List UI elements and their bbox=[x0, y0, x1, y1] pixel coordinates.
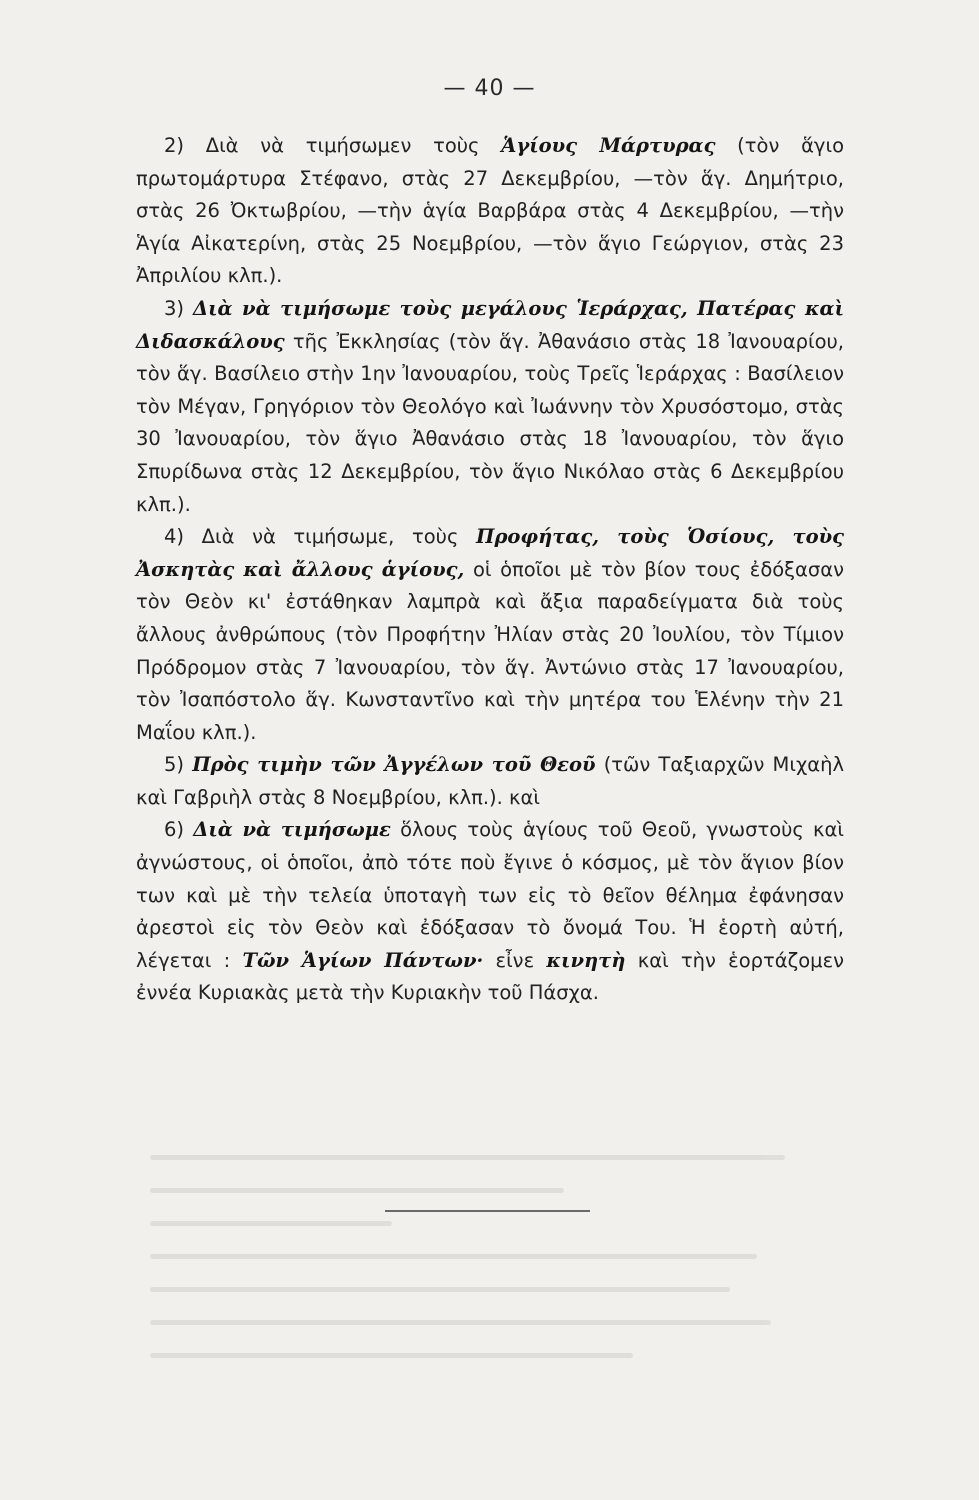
paragraph bbox=[136, 130, 844, 293]
text-run: 4) Διὰ νὰ τιμήσωμε, τοὺς bbox=[164, 525, 477, 549]
paragraph bbox=[136, 814, 844, 1010]
text-run: τῆς Ἐκκλησίας (τὸν ἅγ. Ἀθανάσιο στὰς 18 Ἰανουαρίου, τὸν ἅγ. Βασίλειο στὴν 1ην Ἰανουαρίου, τοὺς Τρεῖς Ἱεράρχας : Βασίλειον τὸν Μέγαν, Γρηγόριον τὸν Θεολόγο καὶ Ἰωάννην τὸν Χρυσόστομο, στὰς 30 Ἰανουαρίου, τὸν ἅγιο Ἀθανάσιο στὰς 18 Ἰανουαρίου, τὸν ἅγιο Σπυρίδωνα στὰς 12 Δεκεμβρίου, τὸν ἅγιο Νικόλαο στὰς 6 Δεκεμβρίου κλπ.). bbox=[136, 329, 844, 516]
emphasized-text: Πρὸς τιμὴν τῶν Ἀγγέλων τοῦ Θεοῦ bbox=[192, 753, 596, 777]
text-run: (τὸν ἅγιο πρωτομάρτυρα Στέφανο, στὰς 27 Δεκεμβρίου, —τὸν ἅγ. Δημήτριο, στὰς 26 Ὀκτωβρίου, —τὴν ἁγία Βαρβάρα στὰς 4 Δεκεμβρίου, —τὴν Ἁγία Αἰκατερίνη, στὰς 25 Νοεμβρίου, —τὸν ἅγιο Γεώργιον, στὰς 23 Ἀπριλίου κλπ.). bbox=[136, 134, 844, 288]
text-run: καὶ τὴν ἑορτάζομεν ἐννέα Κυριακὰς μετὰ τὴν Κυριακὴν τοῦ Πάσχα. bbox=[136, 948, 845, 1005]
text-run: ὅλους τοὺς ἁγίους τοῦ Θεοῦ, γνωστοὺς καὶ ἀγνώστους, οἱ ὁποῖοι, ἀπὸ τότε ποὺ ἔγινε ὁ κόσμος, μὲ τὸν ἅγιον βίον των καὶ μὲ τὴν τελεία ὑποταγὴ των εἰς τὸ θεῖον θέλημα ἐφάνησαν ἀρεστοὶ εἰς τὸν Θεὸν καὶ ἐδόξασαν τὸ ὄνομά Του. Ἡ ἑορτὴ αὐτή, λέγεται : bbox=[136, 818, 844, 972]
text-run: 6) bbox=[164, 818, 194, 842]
section-divider bbox=[385, 1210, 590, 1212]
text-run: εἶνε bbox=[483, 948, 547, 972]
text-run: (τῶν Ταξιαρχῶν Μιχαὴλ καὶ Γαβριὴλ στὰς 8 Νοεμβρίου, κλπ.). καὶ bbox=[136, 753, 844, 809]
text-run: 2) Διὰ νὰ τιμήσωμεν τοὺς bbox=[164, 134, 502, 157]
paragraph bbox=[136, 293, 844, 521]
emphasized-text: Τῶν Ἁγίων Πάντων· bbox=[242, 948, 484, 972]
emphasized-text: Διὰ νὰ τιμήσωμε τοὺς μεγάλους Ἱεράρχας, Πατέρας καὶ Διδασκάλους bbox=[136, 296, 844, 353]
text-run: οἱ ὁποῖοι μὲ τὸν βίον τους ἐδόξασαν τὸν Θεὸν κι' ἐστάθηκαν λαμπρὰ καὶ ἄξια παραδείγματα διὰ τοὺς ἄλλους ἀνθρώπους (τὸν Προφήτην Ἠλίαν στὰς 20 Ἰουλίου, τὸν Τίμιον Πρόδρομον στὰς 7 Ἰανουαρίου, τὸν ἅγ. Ἀντώνιο στὰς 17 Ἰανουαρίου, τὸν Ἰσαπόστολο ἅγ. Κωνσταντῖνο καὶ τὴν μητέρα του Ἑλένην τὴν 21 Μαΐου κλπ.). bbox=[136, 557, 845, 744]
emphasized-text: Προφήτας, τοὺς Ὁσίους, τοὺς Ἀσκητὰς καὶ ἄλλους ἁγίους, bbox=[136, 525, 844, 581]
bleed-through-text bbox=[150, 1155, 840, 1455]
emphasized-text: Ἁγίους Μάρτυρας bbox=[501, 134, 716, 157]
emphasized-text: Διὰ νὰ τιμήσωμε bbox=[193, 818, 391, 842]
text-run: 3) bbox=[164, 296, 193, 320]
paragraph bbox=[136, 749, 844, 814]
page-number: — 40 — bbox=[443, 76, 536, 101]
emphasized-text: κινητὴ bbox=[546, 948, 626, 972]
text-run: 5) bbox=[164, 753, 193, 777]
paragraph bbox=[136, 521, 844, 749]
body-text bbox=[136, 130, 844, 1010]
